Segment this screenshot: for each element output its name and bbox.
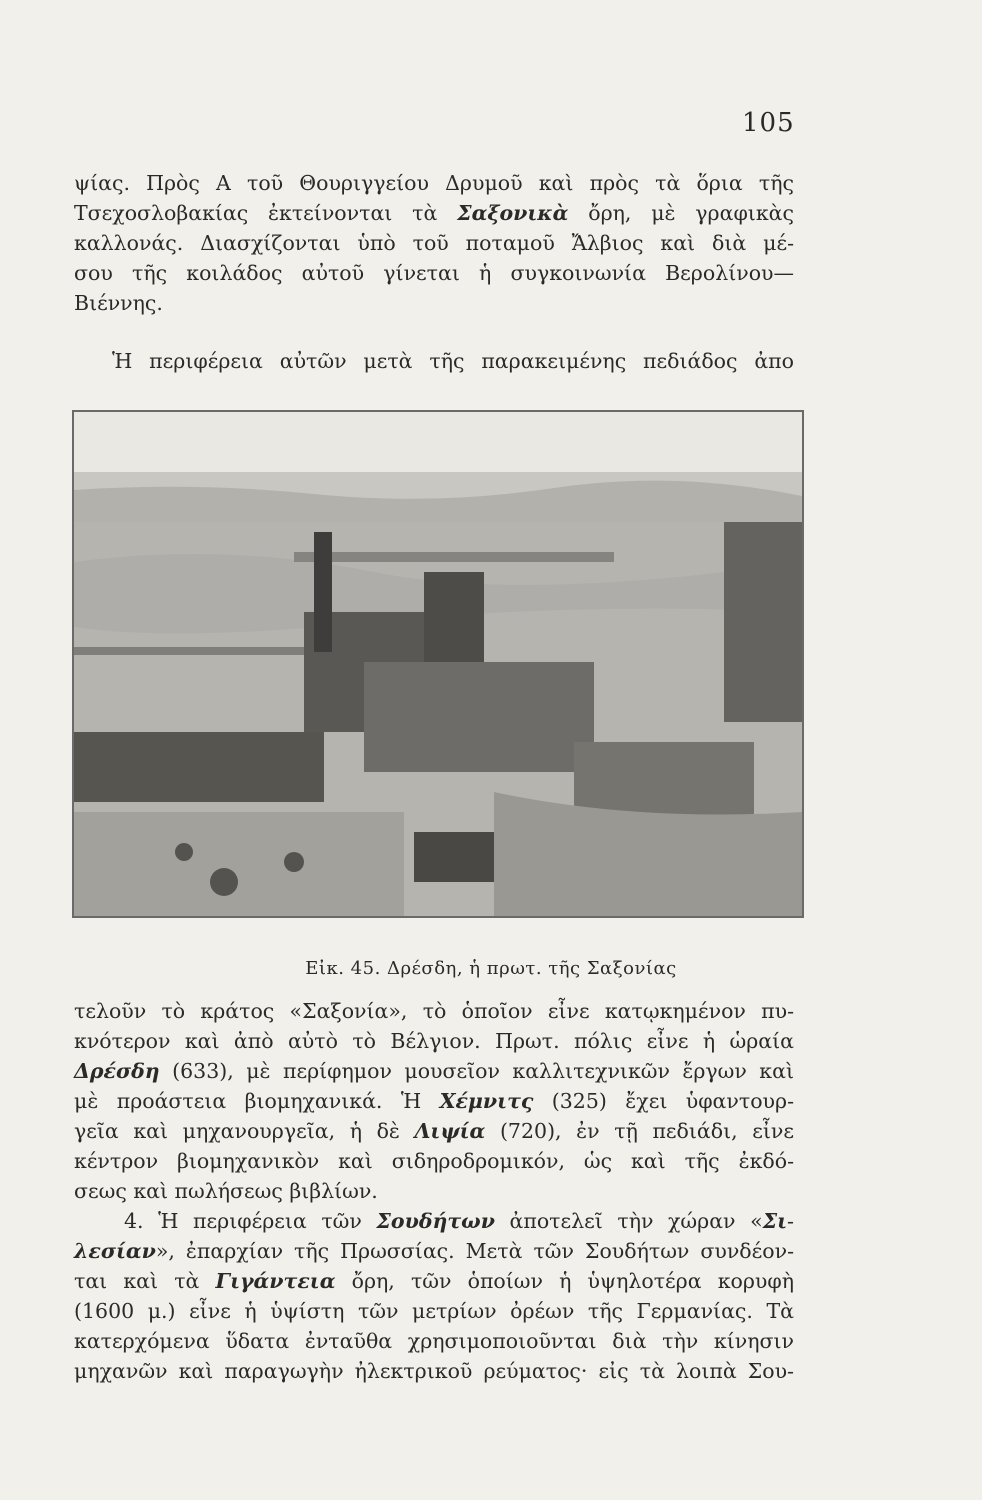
text-line: γεῖα καὶ μηχανουργεῖα, ἡ δὲ Λιψία (720), ἐν τῇ πεδιάδι, εἶνε: [74, 1119, 794, 1143]
text-line: 4. Ἡ περιφέρεια τῶν Σουδήτων ἀποτελεῖ τὴν χώραν «Σι-: [124, 1209, 794, 1233]
text-line: Δρέσδη (633), μὲ περίφημον μουσεῖον καλλιτεχνικῶν ἔργων καὶ: [74, 1059, 794, 1083]
emphasis-term: Γιγάντεια: [215, 1269, 336, 1293]
text-line: ται καὶ τὰ Γιγάντεια ὄρη, τῶν ὁποίων ἡ ὑψηλοτέρα κορυφὴ: [74, 1269, 794, 1293]
emphasis-term: Σαξονικὰ: [457, 201, 569, 225]
text-line: μὲ προάστεια βιομηχανικά. Ἡ Χέμνιτς (325) ἔχει ὑφαντουρ-: [74, 1089, 794, 1113]
text-line: Ἡ περιφέρεια αὐτῶν μετὰ τῆς παρακειμένης πεδιάδος ἀπο: [112, 349, 794, 373]
text-line: Βιέννης.: [74, 291, 163, 315]
text-line: ψίας. Πρὸς Α τοῦ Θουριγγείου Δρυμοῦ καὶ πρὸς τὰ ὅρια τῆς: [74, 171, 794, 195]
text-line: κατερχόμενα ὕδατα ἐνταῦθα χρησιμοποιοῦνται διὰ τὴν κίνησιν: [74, 1329, 794, 1353]
text-line: σου τῆς κοιλάδος αὐτοῦ γίνεται ἡ συγκοινωνία Βερολίνου—: [74, 261, 794, 285]
text-line: καλλονάς. Διασχίζονται ὑπὸ τοῦ ποταμοῦ Ἄλβιος καὶ διὰ μέ-: [74, 231, 794, 255]
emphasis-term: Σι: [762, 1209, 788, 1233]
text-line: Τσεχοσλοβακίας ἐκτείνονται τὰ Σαξονικὰ ὄρη, μὲ γραφικὰς: [74, 201, 794, 225]
text-line: τελοῦν τὸ κράτος «Σαξονία», τὸ ὁποῖον εἶνε κατῳκημένον πυ-: [74, 999, 794, 1023]
emphasis-term: Σουδήτων: [376, 1209, 495, 1233]
text-line: (1600 μ.) εἶνε ἡ ὑψίστη τῶν μετρίων ὀρέων τῆς Γερμανίας. Τὰ: [74, 1299, 794, 1323]
text-line: λεσίαν», ἐπαρχίαν τῆς Πρωσσίας. Μετὰ τῶν Σουδήτων συνδέον-: [74, 1239, 794, 1263]
dresden-photograph: [72, 410, 804, 918]
text-line: σεως καὶ πωλήσεως βιβλίων.: [74, 1179, 378, 1203]
text-line: κέντρον βιομηχανικὸν καὶ σιδηροδρομικόν, ὡς καὶ τῆς ἐκδό-: [74, 1149, 794, 1173]
text-line: μηχανῶν καὶ παραγωγὴν ἠλεκτρικοῦ ρεύματος· εἰς τὰ λοιπὰ Σου-: [74, 1359, 794, 1383]
emphasis-term: Χέμνιτς: [439, 1089, 534, 1113]
figure-caption: Εἰκ. 45. Δρέσδη, ἡ πρωτ. τῆς Σαξονίας: [305, 958, 677, 979]
paragraph-saxon-mountains: [74, 168, 794, 318]
emphasis-term: Λιψία: [414, 1119, 486, 1143]
paragraph-periphery-intro: [74, 346, 794, 376]
emphasis-term: λεσίαν: [74, 1239, 156, 1263]
dresden-cityscape-image: [74, 412, 802, 916]
page-number: 105: [742, 108, 795, 138]
text-line: κνότερον καὶ ἀπὸ αὐτὸ τὸ Βέλγιον. Πρωτ. πόλις εἶνε ἡ ὡραία: [74, 1029, 794, 1053]
emphasis-term: Δρέσδη: [74, 1059, 160, 1083]
paragraph-saxony-cities: [74, 996, 794, 1386]
